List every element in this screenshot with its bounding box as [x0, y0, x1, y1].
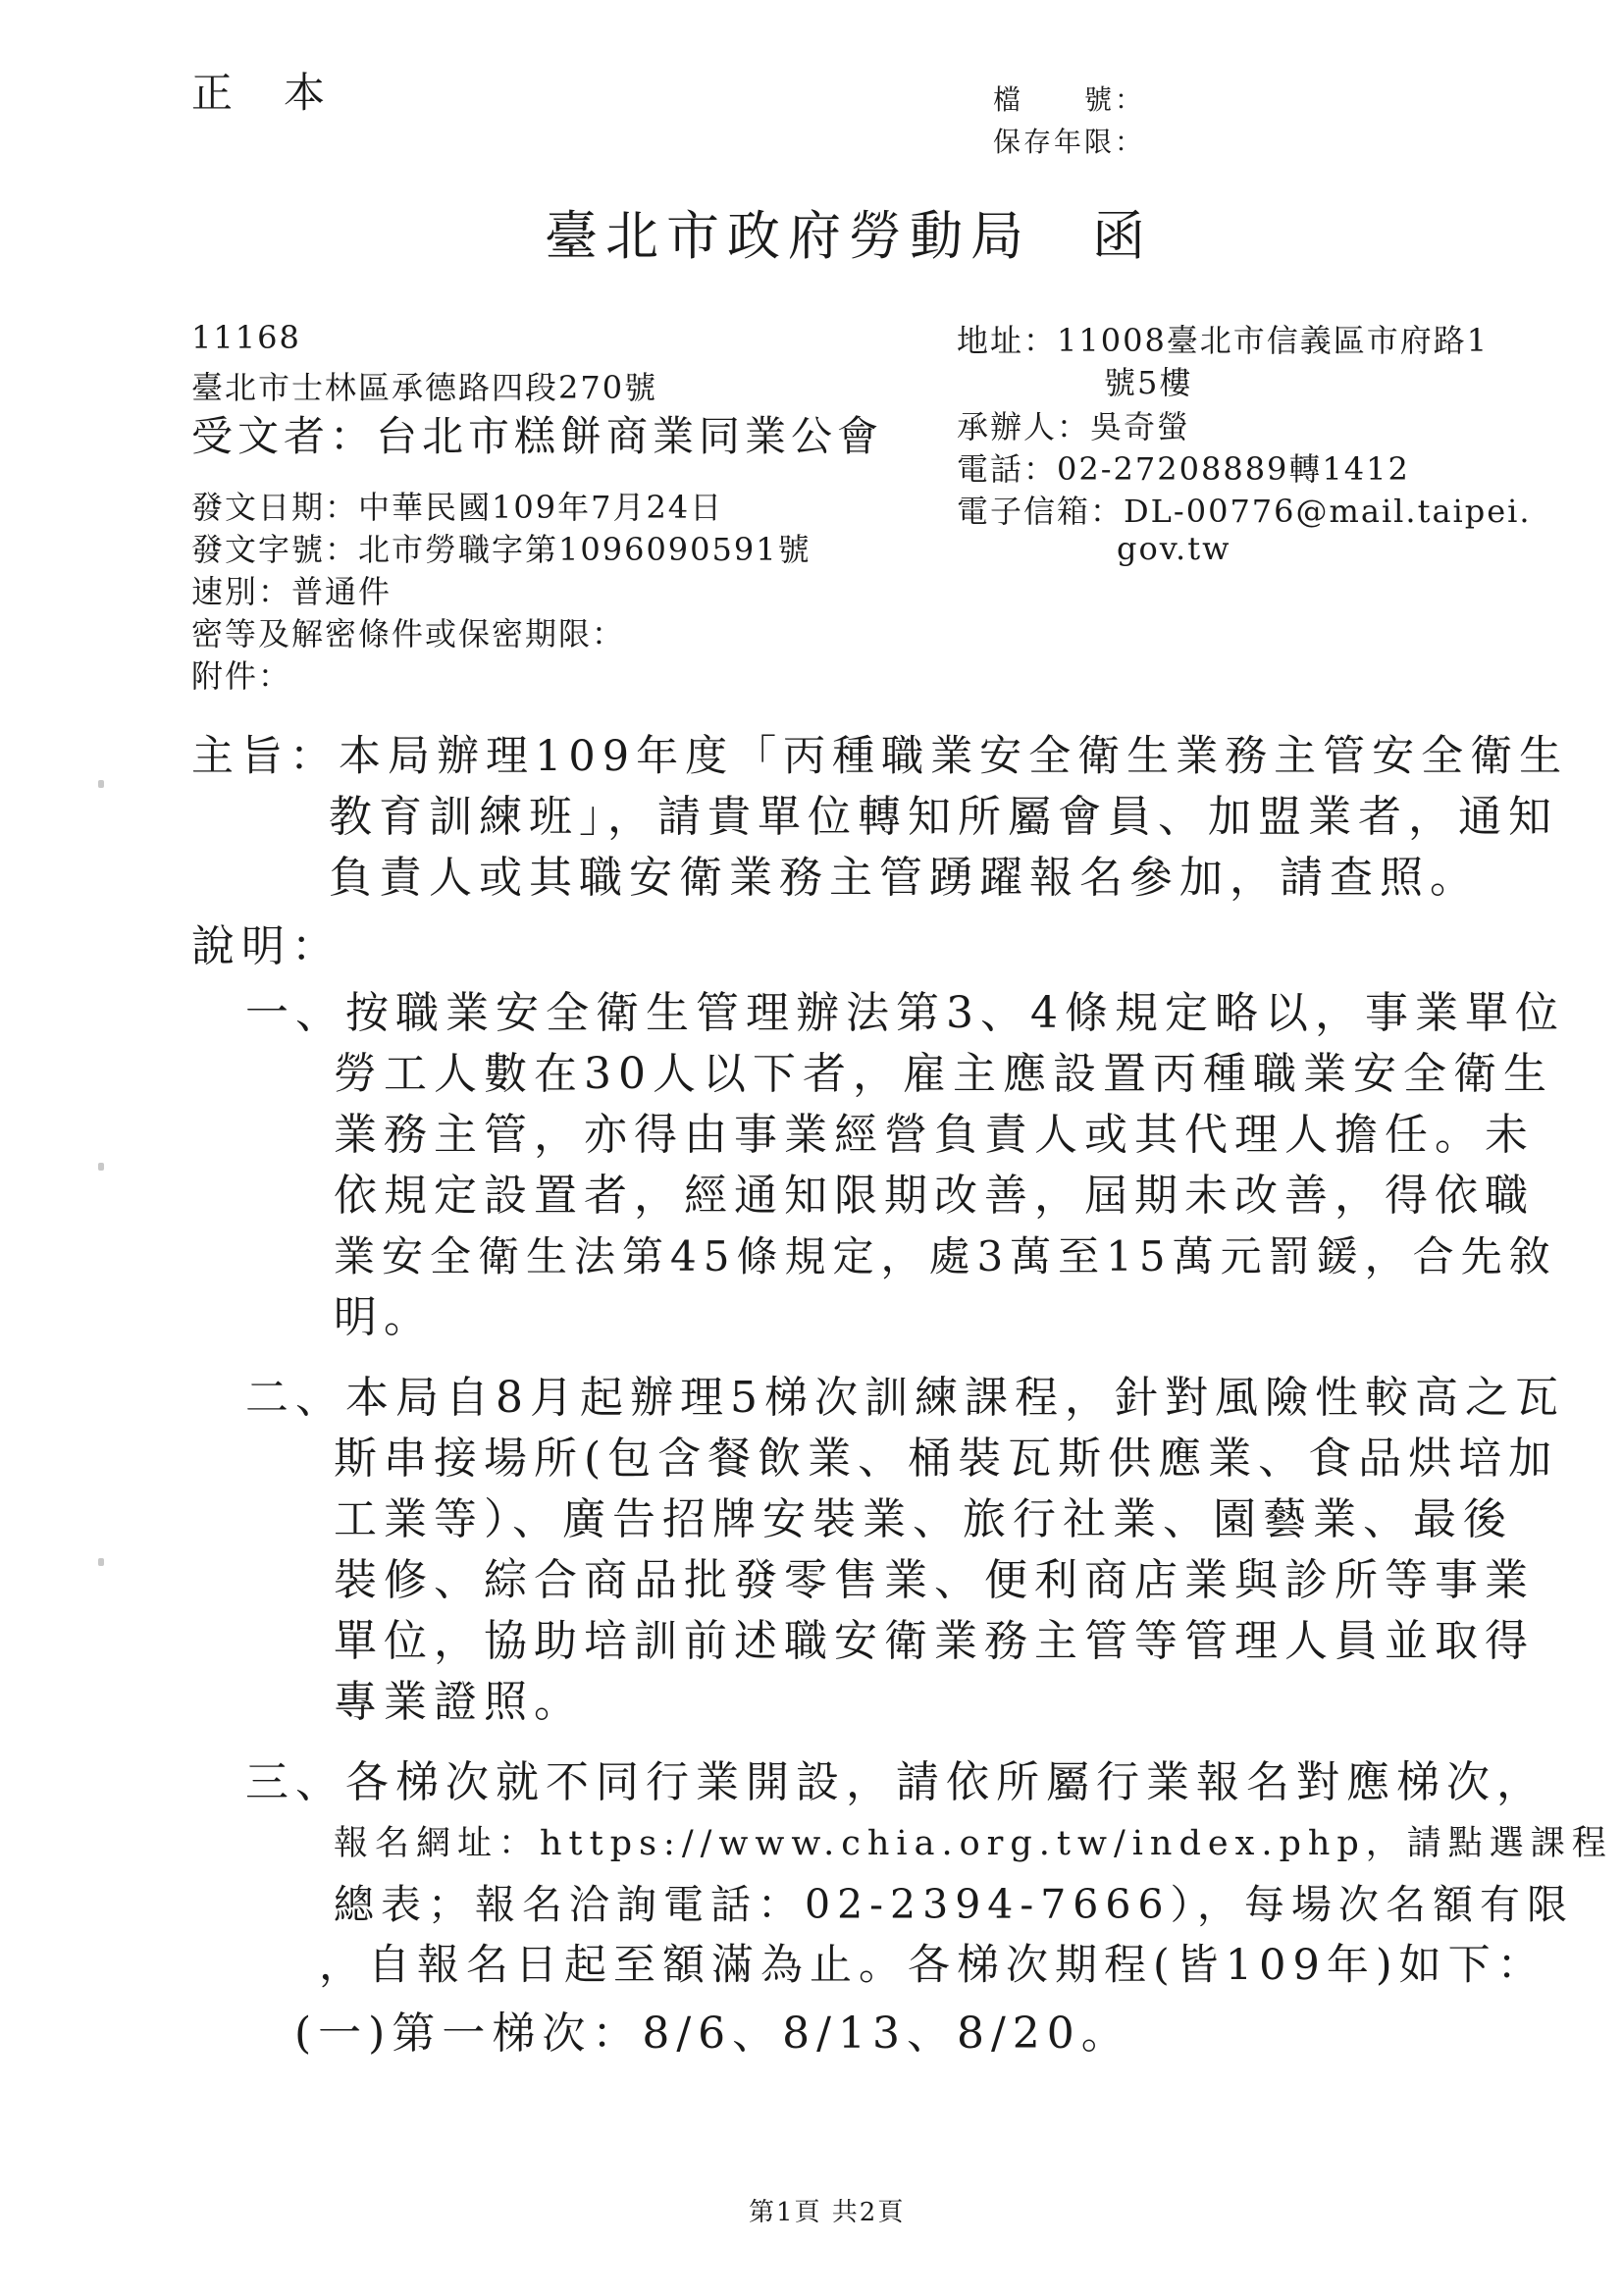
sender-phone: 電話：02-27208889轉1412 [957, 450, 1410, 488]
sub-item-first-batch: (一)第一梯次：8/6、8/13、8/20。 [294, 2009, 1131, 2059]
page-footer: 第1頁 共2頁 [749, 2198, 906, 2227]
recipient-address: 臺北市士林區承德路四段270號 [191, 369, 658, 406]
sender-email-line2: gov.tw [1117, 530, 1231, 567]
item-3-line-1: 三、各梯次就不同行業開設，請依所屬行業報名對應梯次， [245, 1757, 1546, 1807]
secrecy-level: 密等及解密條件或保密期限： [191, 615, 626, 652]
issue-date: 發文日期：中華民國109年7月24日 [191, 489, 724, 526]
item-1-line-1: 一、按職業安全衛生管理辦法第3、4條規定略以，事業單位 [245, 988, 1565, 1038]
item-1-line-4: 依規定設置者，經通知限期改善，屆期未改善，得依職 [334, 1171, 1535, 1221]
item-2-line-1: 二、本局自8月起辦理5梯次訓練課程，針對風險性較高之瓦 [245, 1373, 1565, 1423]
recipient-name: 受文者：台北市糕餅商業同業公會 [191, 412, 884, 460]
item-1-line-2: 勞工人數在30人以下者，雇主應設置丙種職業安全衛生 [334, 1049, 1553, 1099]
delivery-speed: 速別：普通件 [191, 573, 393, 610]
sender-email-line1: 電子信箱：DL-00776@mail.taipei. [957, 493, 1532, 530]
item-3-line-4: ，自報名日起至額滿為止。各梯次期程(皆109年)如下： [319, 1941, 1546, 1990]
item-2-line-4: 裝修、綜合商品批發零售業、便利商店業與診所等事業 [334, 1555, 1535, 1605]
item-3-line-2: 報名網址：https://www.chia.org.tw/index.php，請點選課程 [334, 1824, 1613, 1863]
item-1-line-3: 業務主管，亦得由事業經營負責人或其代理人擔任。未 [334, 1110, 1535, 1160]
subject-line-1: 主旨：本局辦理109年度「丙種職業安全衛生業務主管安全衛生 [191, 732, 1569, 781]
recipient-postal-code: 11168 [191, 319, 301, 356]
archive-number-label: 檔 號： [993, 83, 1146, 116]
document-number: 發文字號：北市勞職字第1096090591號 [191, 531, 812, 568]
item-2-line-2: 斯串接場所(包含餐飲業、桶裝瓦斯供應業、食品烘培加 [334, 1434, 1559, 1484]
item-3-line-3: 總表；報名洽詢電話：02-2394-7666），每場次名額有限 [334, 1881, 1575, 1928]
item-2-line-3: 工業等）、廣告招牌安裝業、旅行社業、園藝業、最後 [334, 1494, 1513, 1544]
subject-line-2: 教育訓練班」，請貴單位轉知所屬會員、加盟業者，通知 [329, 792, 1558, 842]
sender-contact-person: 承辦人：吳奇螢 [957, 408, 1191, 445]
item-1-line-5: 業安全衛生法第45條規定，處3萬至15萬元罰鍰，合先敘 [334, 1232, 1557, 1280]
item-2-line-5: 單位，協助培訓前述職安衛業務主管等管理人員並取得 [334, 1616, 1535, 1666]
explanation-label: 說明： [191, 921, 341, 971]
attachment-label: 附件： [191, 657, 292, 695]
copy-type-label: 正 本 [191, 69, 331, 117]
sender-address-line1: 地址：11008臺北市信義區市府路1 [957, 322, 1490, 359]
document-title: 臺北市政府勞動局 函 [545, 205, 1153, 267]
item-1-line-6: 明。 [334, 1292, 434, 1342]
sender-address-line2: 號5樓 [1104, 364, 1193, 401]
subject-line-3: 負責人或其職安衛業務主管踴躍報名參加，請查照。 [329, 853, 1480, 903]
binding-margin [0, 0, 59, 2296]
retention-period-label: 保存年限： [993, 126, 1146, 158]
item-2-line-6: 專業證照。 [334, 1677, 584, 1727]
